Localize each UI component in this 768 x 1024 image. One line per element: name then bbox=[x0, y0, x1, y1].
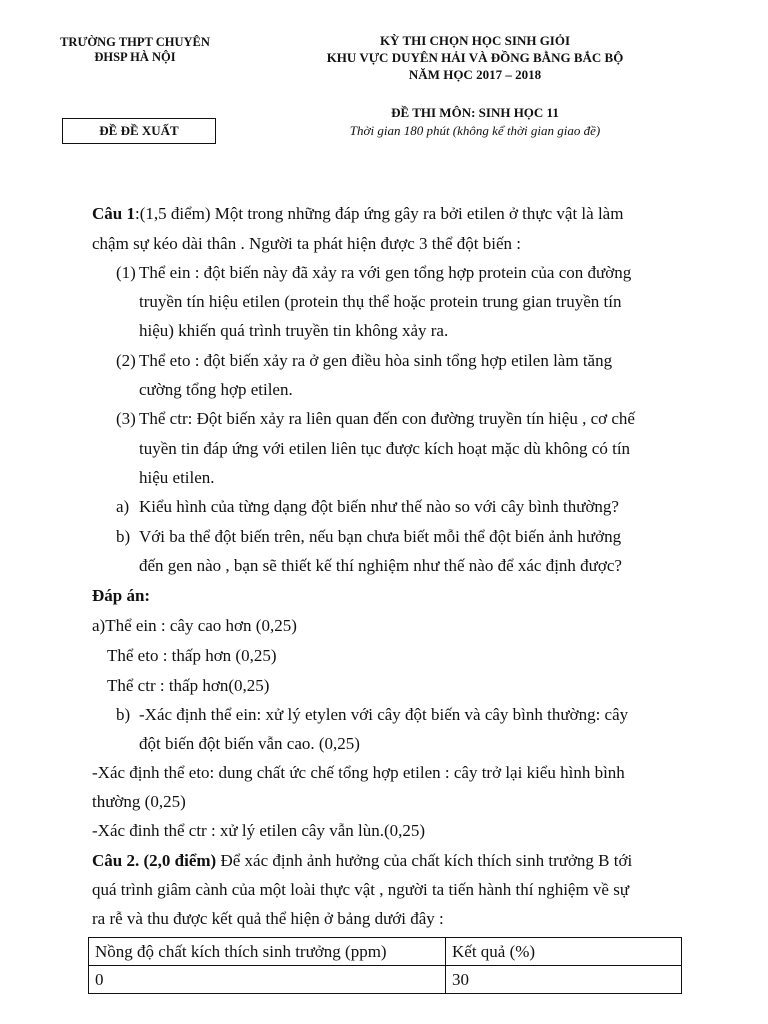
answer-eto-line1: -Xác định thể eto: dung chất ức chế tổng hợp etilen : cây trở lại kiểu hình bình bbox=[92, 763, 625, 782]
answer-heading: Đáp án: bbox=[92, 586, 151, 605]
item1-number: (1) bbox=[116, 263, 136, 282]
sub-question-b-line1: Với ba thể đột biến trên, nếu bạn chưa biết mỗi thể đột biến ảnh hưởng bbox=[139, 527, 622, 546]
item1-line2: truyền tín hiệu etilen (protein thụ thể hoặc protein trung gian truyền tín bbox=[139, 292, 622, 311]
sub-question-a-number: a) bbox=[116, 497, 130, 516]
sub-question-b-number: b) bbox=[116, 527, 131, 546]
results-table bbox=[88, 937, 682, 994]
question1-label: Câu 1 bbox=[92, 204, 135, 223]
answer-a-eto: Thể eto : thấp hơn (0,25) bbox=[107, 646, 277, 665]
table-row bbox=[89, 966, 682, 994]
answer-b-number: b) bbox=[116, 705, 131, 724]
item1-line1: Thể ein : đột biến này đã xảy ra với gen tổng hợp protein của con đường bbox=[139, 263, 632, 282]
item3-line3: hiệu etilen. bbox=[139, 468, 215, 487]
sub-question-b-line2: đến gen nào , bạn sẽ thiết kế thí nghiệm như thế nào để xác định được? bbox=[139, 556, 622, 575]
table-header-row bbox=[89, 938, 682, 966]
item3-line1: Thể ctr: Đột biến xảy ra liên quan đến con đường truyền tín hiệu , cơ chế bbox=[139, 409, 635, 428]
exam-duration: Thời gian 180 phút (không kể thời gian giao đề) bbox=[349, 123, 601, 138]
item3-number: (3) bbox=[116, 409, 136, 428]
question2-line3: ra rễ và thu được kết quả thể hiện ở bảng dưới đây : bbox=[92, 909, 444, 928]
proposal-label: ĐỀ ĐỀ XUẤT bbox=[99, 123, 179, 138]
answer-eto-line2: thường (0,25) bbox=[92, 792, 186, 811]
school-name-line2: ĐHSP HÀ NỘI bbox=[94, 50, 176, 64]
answer-b-line2: đột biến đột biến vẫn cao. (0,25) bbox=[139, 734, 360, 753]
question2-line1: Câu 2. (2,0 điểm) Để xác định ảnh hưởng của chất kích thích sinh trưởng B tới bbox=[92, 851, 633, 870]
table-cell: 30 bbox=[446, 966, 682, 994]
table-cell: 0 bbox=[89, 966, 446, 994]
question1-line2: chậm sự kéo dài thân . Người ta phát hiện được 3 thể đột biến : bbox=[92, 234, 521, 253]
item2-number: (2) bbox=[116, 351, 136, 370]
answer-a-ctr: Thể ctr : thấp hơn(0,25) bbox=[107, 676, 270, 695]
item3-line2: tuyền tin đáp ứng với etilen liên tục được kích hoạt mặc dù không có tín bbox=[139, 439, 631, 458]
item1-line3: hiệu) khiến quá trình truyền tin không xảy ra. bbox=[139, 321, 449, 340]
table-header-concentration: Nồng độ chất kích thích sinh trưởng (ppm) bbox=[89, 938, 446, 966]
answer-b-line1: -Xác định thể ein: xử lý etylen với cây đột biến và cây bình thường: cây bbox=[139, 705, 629, 724]
item2-line2: cường tổng hợp etilen. bbox=[139, 380, 293, 399]
exam-title-line2: KHU VỰC DUYÊN HẢI VÀ ĐỒNG BẰNG BẮC BỘ bbox=[326, 50, 624, 65]
answer-ctr: -Xác đinh thể ctr : xử lý etilen cây vẫn lùn.(0,25) bbox=[92, 821, 426, 840]
question2-line2: quá trình giâm cành của một loài thực vật , người ta tiến hành thí nghiệm về sự bbox=[92, 880, 630, 899]
question2-label: Câu 2. (2,0 điểm) bbox=[92, 851, 217, 870]
item2-line1: Thể eto : đột biến xảy ra ở gen điều hòa sinh tổng hợp etilen làm tăng bbox=[139, 351, 613, 370]
table-header-result: Kết quả (%) bbox=[446, 938, 682, 966]
subject-title: ĐỀ THI MÔN: SINH HỌC 11 bbox=[391, 105, 559, 120]
school-name-line1: TRƯỜNG THPT CHUYÊN bbox=[60, 35, 210, 49]
exam-title-line1: KỲ THI CHỌN HỌC SINH GIỎI bbox=[379, 33, 571, 48]
answer-a-ein: a)Thể ein : cây cao hơn (0,25) bbox=[92, 616, 297, 635]
question1-line1: Câu 1:(1,5 điểm) Một trong những đáp ứng gây ra bởi etilen ở thực vật là làm bbox=[92, 204, 624, 223]
sub-question-a: Kiểu hình của từng dạng đột biến như thế nào so với cây bình thường? bbox=[139, 497, 619, 516]
exam-year: NĂM HỌC 2017 – 2018 bbox=[408, 67, 542, 82]
proposal-box bbox=[62, 118, 216, 144]
